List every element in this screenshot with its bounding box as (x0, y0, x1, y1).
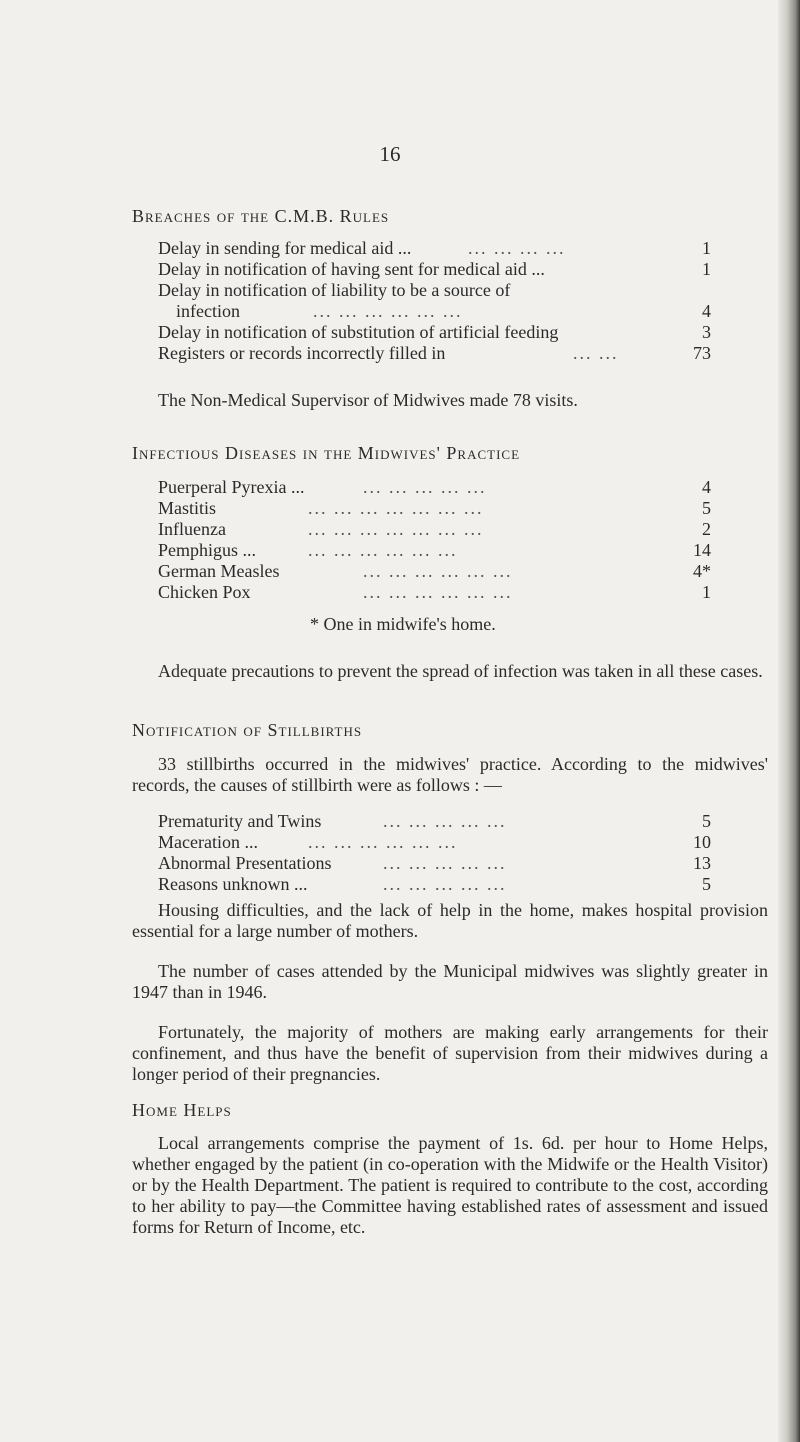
infectious-list (158, 477, 711, 603)
item-value: 4 (702, 477, 711, 497)
list-item (158, 561, 711, 582)
item-label: Delay in notification of substitution of artificial feeding (158, 322, 559, 342)
item-label: Maceration ... (158, 832, 258, 852)
item-value: 3 (702, 322, 711, 342)
item-label: Puerperal Pyrexia ... (158, 477, 305, 497)
leader-dots: ... ... ... ... ... ... (363, 582, 513, 602)
item-value: 1 (702, 238, 711, 258)
item-label: infection (176, 301, 240, 321)
item-value: 1 (702, 582, 711, 602)
item-value: 5 (702, 811, 711, 831)
item-label: Pemphigus ... (158, 540, 257, 560)
item-label: Delay in notification of having sent for medical aid ... (158, 259, 545, 279)
page-edge-shadow (778, 0, 800, 1442)
item-value: 5 (702, 874, 711, 894)
list-item (158, 477, 711, 498)
list-item (158, 498, 711, 519)
item-value: 1 (702, 259, 711, 279)
leader-dots: ... ... (573, 343, 619, 363)
list-item (158, 853, 711, 874)
stillbirths-list (158, 811, 711, 895)
list-item (158, 582, 711, 603)
list-item (158, 343, 711, 364)
list-item (158, 259, 711, 280)
leader-dots: ... ... ... ... ... ... (313, 301, 463, 321)
item-value: 10 (693, 832, 711, 852)
leader-dots: ... ... ... ... ... ... ... (308, 519, 484, 539)
list-item (158, 238, 711, 259)
list-item (158, 540, 711, 561)
leader-dots: ... ... ... ... ... ... (363, 561, 513, 581)
item-label: German Measles (158, 561, 280, 581)
breaches-heading: Breaches of the C.M.B. Rules (132, 206, 390, 226)
list-item (158, 322, 711, 343)
item-value: 14 (693, 540, 711, 560)
home-helps-paragraph: Local arrangements comprise the payment of 1s. 6d. per hour to Home Helps, whether engaged by the patient (in co-operation with the Midwife or the Health Visitor) or by the Health Department. The patient is required to contribute to the cost, according to her ability to pay—the Committee having established rates of assessment and issued forms for Return of Income, etc. (132, 1133, 768, 1237)
item-label: Prematurity and Twins (158, 811, 322, 831)
infectious-heading: Infectious Diseases in the Midwives' Practice (132, 443, 521, 463)
list-item (158, 874, 711, 895)
list-item (158, 519, 711, 540)
item-label: Abnormal Presentations (158, 853, 332, 873)
home-helps-heading: Home Helps (132, 1100, 232, 1120)
breaches-list (158, 238, 711, 364)
precautions-paragraph: Adequate precautions to prevent the spread of infection was taken in all these cases. (158, 661, 763, 681)
leader-dots: ... ... ... ... ... (383, 874, 507, 894)
fortunately-paragraph: Fortunately, the majority of mothers are making early arrangements for their confinement, and thus have the benefit of supervision from their midwives during a longer period of their pregnancies. (132, 1022, 768, 1084)
list-item (158, 832, 711, 853)
cases-paragraph: The number of cases attended by the Municipal midwives was slightly greater in 1947 than in 1946. (132, 961, 768, 1002)
item-value: 4 (702, 301, 711, 321)
leader-dots: ... ... ... ... (468, 238, 566, 258)
item-label: Chicken Pox (158, 582, 251, 602)
item-label: Registers or records incorrectly filled in (158, 343, 446, 363)
item-label: Mastitis (158, 498, 217, 518)
item-value: 4* (693, 561, 711, 581)
leader-dots: ... ... ... ... ... ... (308, 540, 458, 560)
housing-paragraph: Housing difficulties, and the lack of help in the home, makes hospital provision essential for a large number of mothers. (132, 900, 768, 941)
stillbirths-intro: 33 stillbirths occurred in the midwives' practice. According to the midwives' records, the causes of stillbirth were as follows : — (132, 754, 768, 795)
item-value: 73 (693, 343, 711, 363)
leader-dots: ... ... ... ... ... ... ... (308, 498, 484, 518)
visits-sentence: The Non-Medical Supervisor of Midwives made 78 visits. (158, 390, 578, 410)
list-item (158, 301, 711, 322)
leader-dots: ... ... ... ... ... (383, 853, 507, 873)
footnote: * One in midwife's home. (310, 614, 496, 634)
list-item (158, 280, 711, 301)
leader-dots: ... ... ... ... ... (363, 477, 487, 497)
page-number: 16 (379, 142, 401, 166)
stillbirths-heading: Notification of Stillbirths (132, 720, 363, 740)
leader-dots: ... ... ... ... ... (383, 811, 507, 831)
item-value: 13 (693, 853, 711, 873)
list-item (158, 811, 711, 832)
item-label: Delay in sending for medical aid ... (158, 238, 412, 258)
item-value: 2 (702, 519, 711, 539)
item-label: Delay in notification of liability to be a source of (158, 280, 511, 300)
item-label: Reasons unknown ... (158, 874, 308, 894)
leader-dots: ... ... ... ... ... ... (308, 832, 458, 852)
item-value: 5 (702, 498, 711, 518)
item-label: Influenza (158, 519, 226, 539)
